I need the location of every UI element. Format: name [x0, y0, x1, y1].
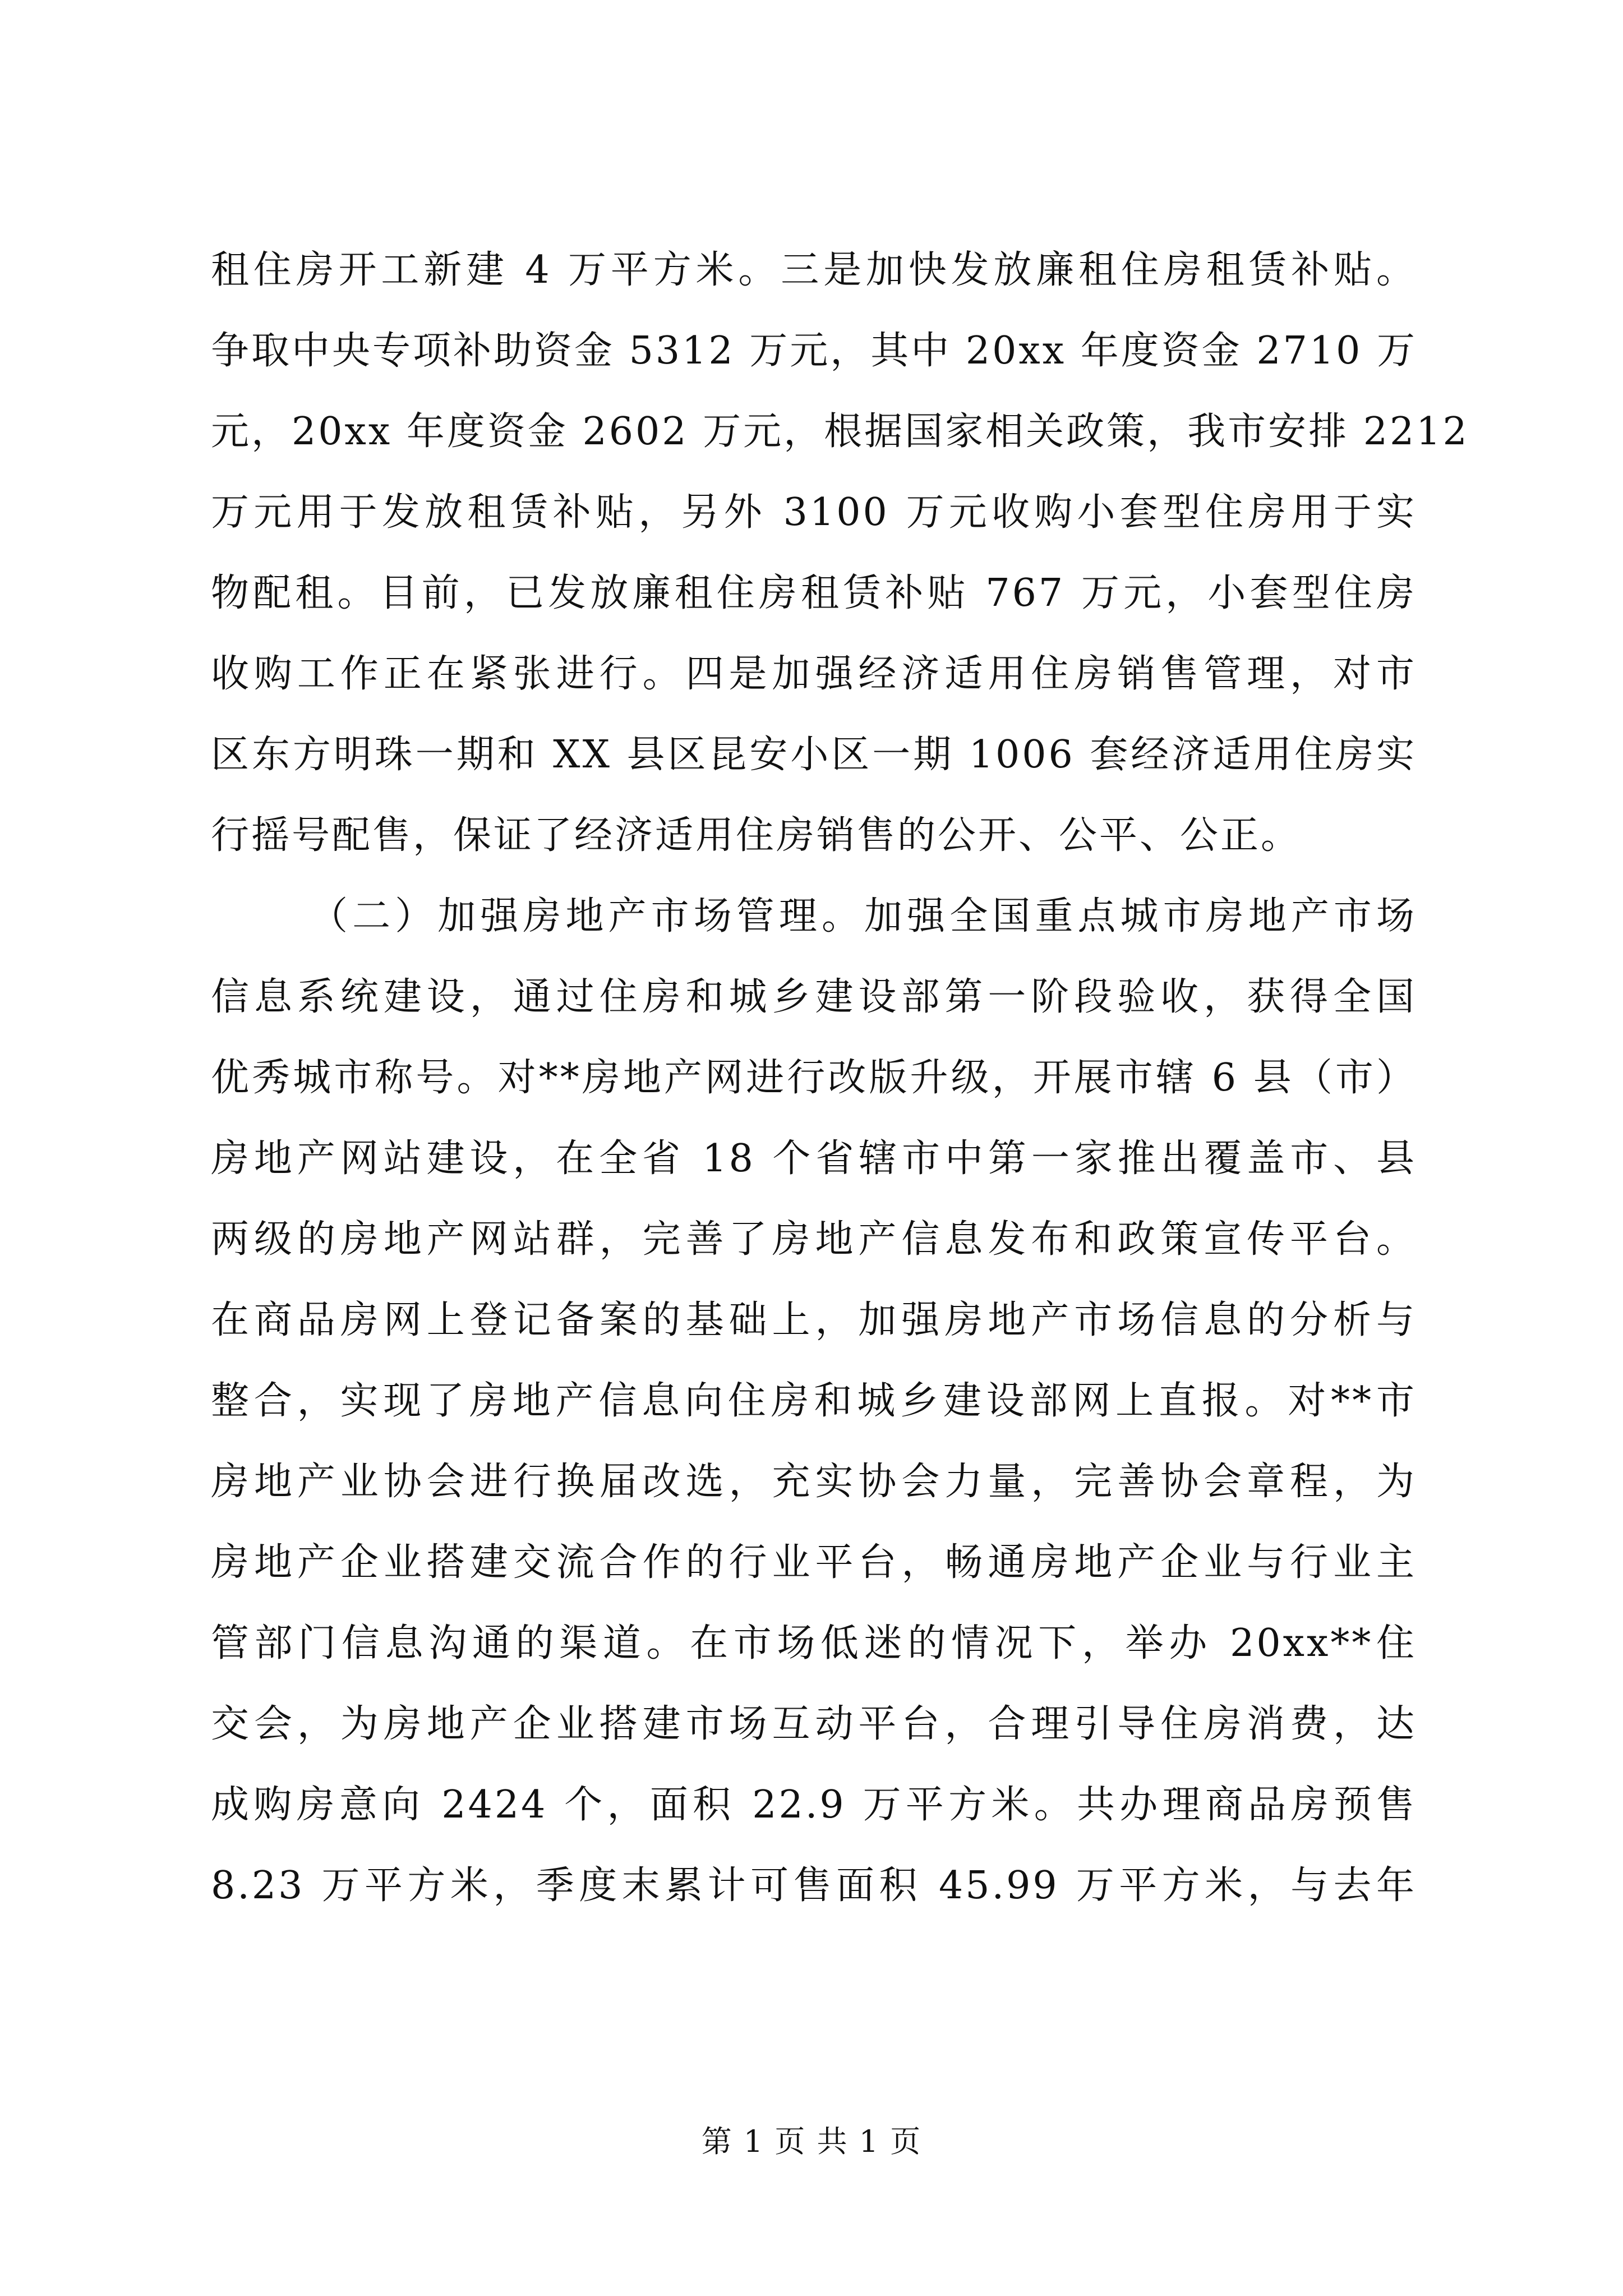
text-line: 物配租。目前，已发放廉租住房租赁补贴 767 万元，小套型住房 — [211, 571, 1417, 615]
text-line-paragraph-start: （二）加强房地产市场管理。加强全国重点城市房地产市场 — [310, 894, 1417, 938]
text-line: 行摇号配售，保证了经济适用住房销售的公开、公平、公正。 — [211, 813, 1302, 858]
text-line: 信息系统建设，通过住房和城乡建设部第一阶段验收，获得全国 — [211, 975, 1417, 1019]
body-text — [211, 230, 1469, 1926]
text-line: 在商品房网上登记备案的基础上，加强房地产市场信息的分析与 — [211, 1298, 1417, 1342]
text-line: 成购房意向 2424 个，面积 22.9 万平方米。共办理商品房预售 — [211, 1783, 1417, 1827]
text-line: 房地产企业搭建交流合作的行业平台，畅通房地产企业与行业主 — [211, 1540, 1417, 1585]
text-line: 管部门信息沟通的渠道。在市场低迷的情况下，举办 20xx**住 — [211, 1621, 1417, 1665]
text-line: 争取中央专项补助资金 5312 万元，其中 20xx 年度资金 2710 万 — [211, 329, 1418, 373]
text-line: 房地产网站建设，在全省 18 个省辖市中第一家推出覆盖市、县 — [211, 1137, 1417, 1181]
text-line: 8.23 万平方米，季度末累计可售面积 45.99 万平方米，与去年 — [211, 1864, 1417, 1908]
text-line: 整合，实现了房地产信息向住房和城乡建设部网上直报。对**市 — [211, 1379, 1417, 1423]
text-line: 交会，为房地产企业搭建市场互动平台，合理引导住房消费，达 — [211, 1702, 1417, 1746]
text-line: 两级的房地产网站群，完善了房地产信息发布和政策宣传平台。 — [211, 1217, 1417, 1262]
text-line: 万元用于发放租赁补贴，另外 3100 万元收购小套型住房用于实 — [211, 490, 1417, 535]
text-line: 元，20xx 年度资金 2602 万元，根据国家相关政策，我市安排 2212 — [211, 409, 1469, 454]
text-line: 优秀城市称号。对**房地产网进行改版升级，开展市辖 6 县（市） — [211, 1056, 1417, 1100]
text-line: 区东方明珠一期和 XX 县区昆安小区一期 1006 套经济适用住房实 — [211, 733, 1417, 777]
text-line: 房地产业协会进行换届改选，充实协会力量，完善协会章程，为 — [211, 1460, 1417, 1504]
text-line: 收购工作正在紧张进行。四是加强经济适用住房销售管理，对市 — [211, 652, 1417, 696]
text-line: 租住房开工新建 4 万平方米。三是加快发放廉租住房租赁补贴。 — [211, 248, 1417, 292]
page-footer: 第 1 页 共 1 页 — [701, 2124, 922, 2159]
